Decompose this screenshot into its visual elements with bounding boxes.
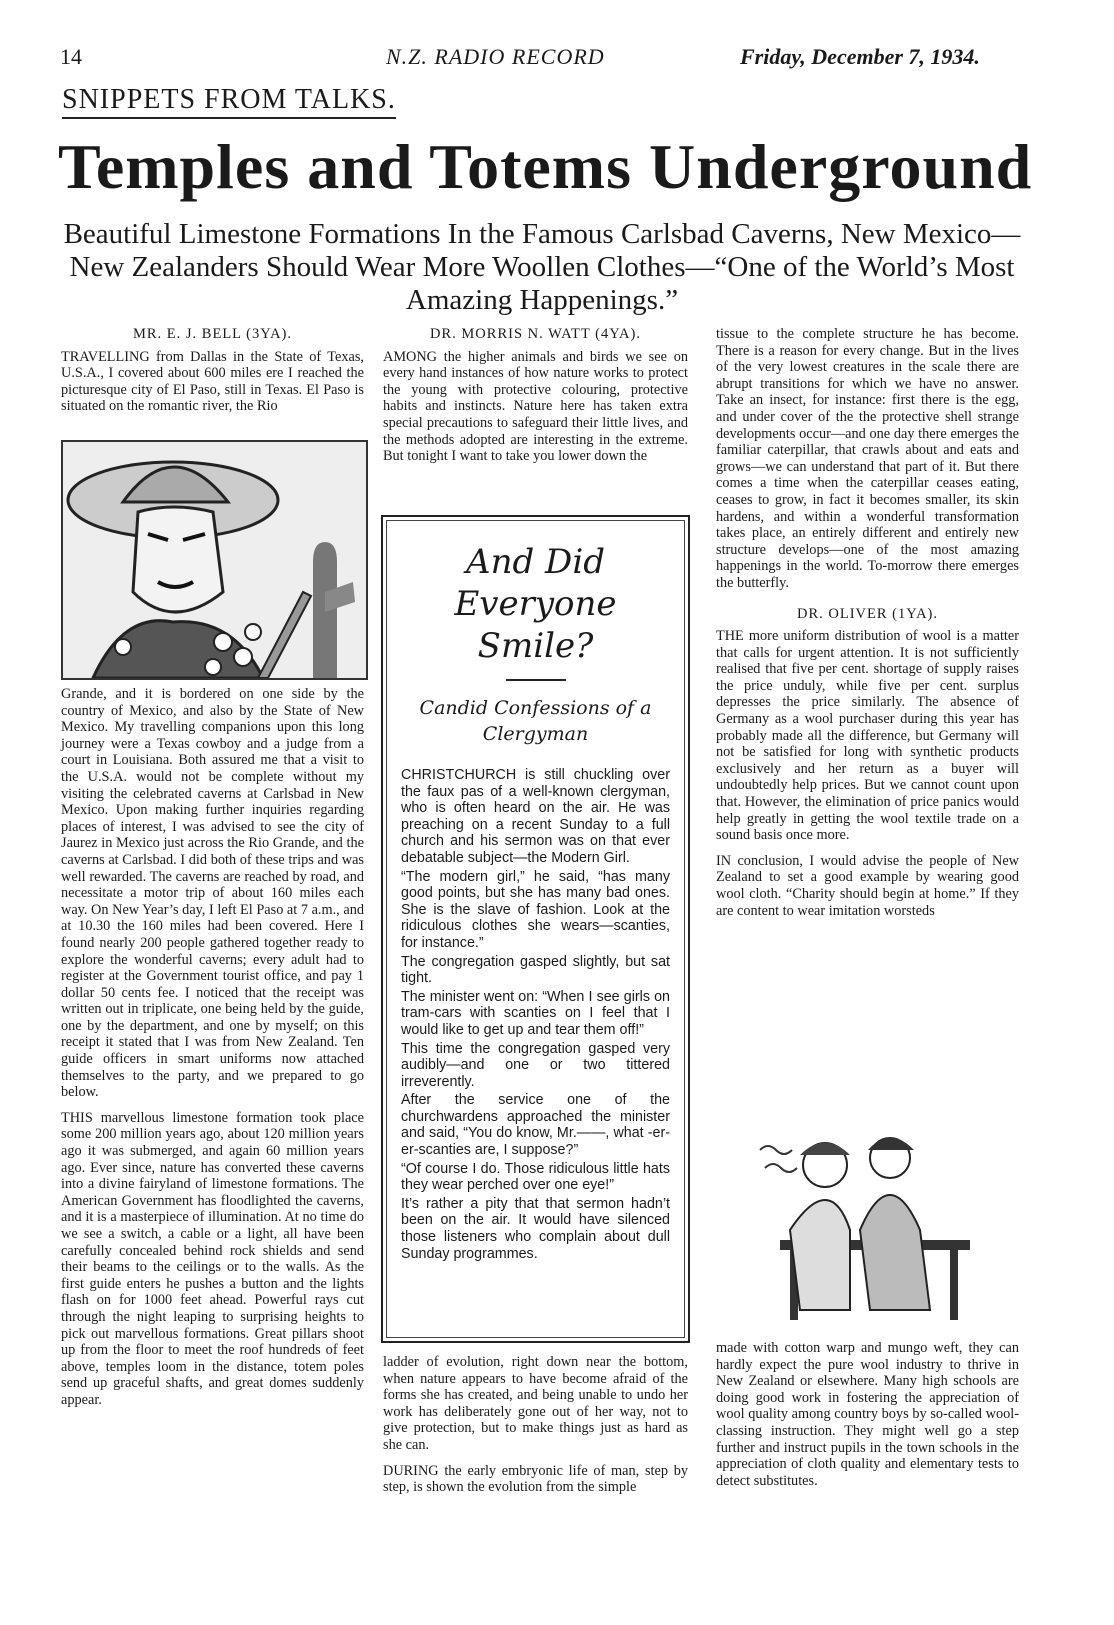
oliver-paragraph-3: made with cotton warp and mungo weft, they can hardly expect the pure wool industry to thrive in New Zealand or elsewhere. Many high schools are doing good work in fostering the appreciation of wool quality among country boys by so-called wool-classing instruction. They might well go a step further and instruct pupils in the town schools in the appreciation of cloth quality and elementary tests to detect substitutes. [716,1340,1019,1489]
watt-continued-paragraph: tissue to the complete structure he has become. There is a reason for every change. But in the lives of the very lowest creatures in the scale there are abrupt transitions for which we have no answer. Take an insect, for instance: first there is the egg, and under cover of the the protective shell strange developments occur—and one day there emerges the familiar caterpillar, that crawls about and eats and grows—we can understand that part of it. But there comes a time when the caterpillar ceases eating, ceases to grow, in fact it becomes smaller, its skin hardens, and within a wonderful transformation takes place, an entirely different and entirely new structure develops—one of the most amazing happenings in the world. To-morrow there emerges the butterfly. [716,326,1019,591]
inset-paragraph: After the service one of the churchwardens approached the minister and said, “You do know, Mr.——, what -er-er-scanties are, I suppose?” [401,1092,670,1159]
watt-paragraph-1: AMONG the higher animals and birds we see on every hand instances of how nature works to protect the young with protective colouring, protective habits and instincts. Nature here has taken extra special precautions to safeguard their little lives, and the methods adopted are interesting in the extreme. But tonight I want to take you lower down the [383,348,688,465]
column-1-top [61,326,364,424]
bell-paragraph-1: TRAVELLING from Dallas in the State of Texas, U.S.A., I covered about 600 miles ere I reached the picturesque city of El Paso, still in Texas. El Paso is situated on the romantic river, the Rio [61,348,364,415]
bell-paragraph-3: THIS marvellous limestone formation took place some 200 million years ago, about 120 million years ago it was submerged, and again 60 million years ago. Ever since, nature has converted these caverns into a divine fairyland of limestone formations. The American Government has floodlighted the caverns, and it is a masterpiece of illumination. At no time do we see a switch, a cable or a light, all have been carefully concealed behind rock shields and send their beams to the ceilings or to the walls. As the first guide enters he pushes a button and the lights flash on for 1000 feet ahead. Powerful rays cut through the night leaping to surprising heights to pick out marvellous formations. Great pillars shoot up from the floor to meet the roof hundreds of feet above, temples loom in the distance, totem poles send up graceful shafts, and great domes suddenly appear. [61,1109,364,1408]
oliver-paragraph-1: THE more uniform distribution of wool is a matter that calls for urgent attention. It is not sufficiently realised that five per cent. shortage of supply raises the price unduly, while five per cent. surplus depresses the price similarly. The absence of Germany as a wool purchaser during this year has probably made all the difference, but Germany will not be satisfied for long with synthetic products exclusively and her return as a buyer will undoubtedly help prices. But we cannot count upon that. However, the elimination of price panics would help greatly in getting the wool textile trade on a sound basis once more. [716,628,1019,844]
column-3-top [716,326,1019,928]
inset-paragraph: The minister went on: “When I see girls on tram-cars with scanties on I feel that I would like to get up and tear them off!” [401,988,670,1038]
watt-paragraph-2: ladder of evolution, right down near the bottom, when nature appears to have become afraid of the forms she has created, and being unable to undo her work has deliberately gone out of her way, not to give protection, but to make things just as hard as she can. [383,1354,688,1453]
inset-subtitle: Candid Confessions of a Clergyman [419,697,652,745]
clergyman-inset [381,515,690,1343]
page-number: 14 [60,44,82,69]
inset-paragraph: CHRISTCHURCH is still chuckling over the faux pas of a well-known clergyman, who is often heard on the air. He was preaching on a recent Sunday to a full church and his sermon was on that ever debatable subject—the Modern Girl. [401,767,670,866]
column-1-continued [61,686,364,1418]
inset-paragraph: The congregation gasped slightly, but sat tight. [401,953,670,987]
byline-oliver: DR. OLIVER (1YA). [796,605,939,622]
sombrero-illustration [61,440,368,680]
column-2-bottom [383,1354,688,1505]
inset-title: And Did Everyone Smile? [454,542,617,666]
inset-paragraph: This time the congregation gasped very audibly—and one or two tittered irreverently. [401,1040,670,1090]
column-2-top [383,326,688,474]
inset-paragraph: It’s rather a pity that that sermon hadn’t been on the air. It would have silenced those listeners who complain about dull Sunday programmes. [401,1195,670,1262]
column-3-bottom [716,1340,1019,1498]
inset-paragraph: “Of course I do. Those ridiculous little hats they wear perched over one eye!” [401,1160,670,1194]
bench-illustration [720,1110,1015,1325]
watt-paragraph-3: DURING the early embryonic life of man, step by step, is shown the evolution from the simple [383,1462,688,1496]
publication-title: N.Z. RADIO RECORD [386,44,605,69]
headline: Temples and Totems Underground [58,131,1033,202]
issue-date: Friday, December 7, 1934. [740,44,980,69]
byline-bell: MR. E. J. BELL (3YA). [132,326,292,342]
inset-divider [506,679,566,681]
bell-paragraph-2: Grande, and it is bordered on one side by the country of Mexico, and also by the State of New Mexico. My travelling companions upon this long journey were a Texas cowboy and a judge from a court in Louisiana. Both assured me that a visit to the U.S.A. would not be complete without my visiting the celebrated caverns at Carlsbad in New Mexico. Upon making further inquiries regarding places of interest, I was advised to see the city of Jaurez in Mexico just across the Rio Grande, and the caverns at Carlsbad. I did both of these trips and was well rewarded. The caverns are reached by road, and necessitate a motor trip of about 160 miles each way. On New Year’s day, I left El Paso at 7 a.m., and at 10.30 the 160 miles had been covered. Here I found nearly 200 people gathered together ready to explore the wonderful caverns; every adult had to register at the Government tourist office, and pay 1 dollar 50 cents fee. I noticed that the receipt was written out in triplicate, one being held by the guide, one by the department, and one by myself; on this receipt it stated that I was from New Zealand. Ten guide officers in smart uniforms now attached themselves to the party, and we prepared to go below. [61,686,364,1101]
section-label: SNIPPETS FROM TALKS. [62,84,396,119]
subheadline: Beautiful Limestone Formations In the Famous Carlsbad Caverns, New Mexico—New Zealanders Should Wear More Woollen Clothes—“One of the World’s Most Amazing Happenings.” [63,218,1021,316]
oliver-paragraph-2: IN conclusion, I would advise the people of New Zealand to set a good example by wearing good wool cloth. “Charity should begin at home.” If they are content to wear imitation worsteds [716,852,1019,919]
inset-paragraph: “The modern girl,” he said, “has many good points, but she has many bad ones. She is the slave of fashion. Look at the ridiculous clothes she wears—scanties, for instance.” [401,868,670,951]
byline-watt: DR. MORRIS N. WATT (4YA). [430,326,641,342]
